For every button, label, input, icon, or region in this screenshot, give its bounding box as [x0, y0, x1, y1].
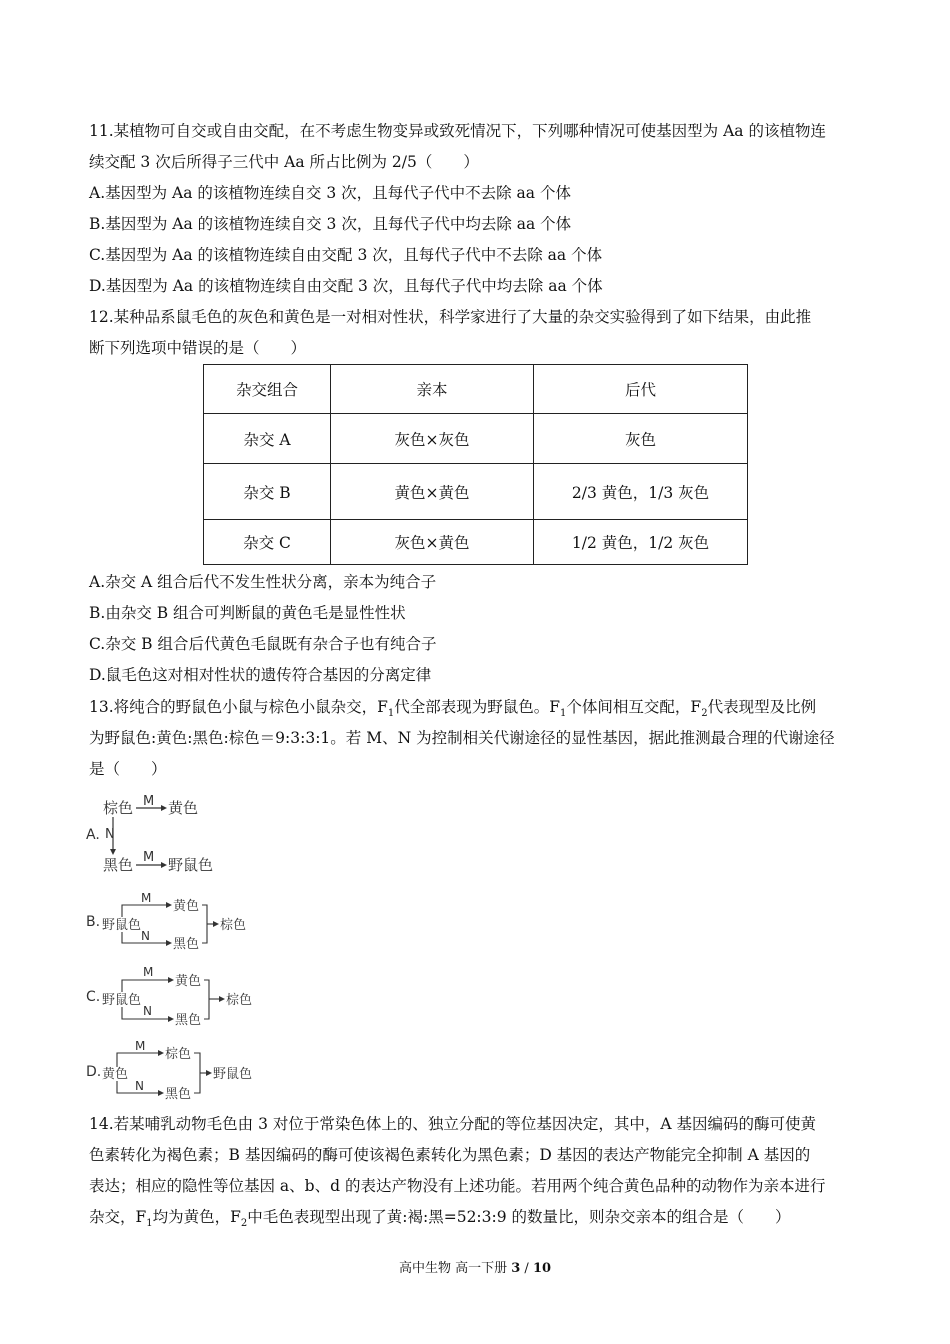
footer-course: 高中生物 高一下册 — [398, 1261, 512, 1276]
q12-stem-line1: 12.某种品系鼠毛色的灰色和黄色是一对相对性状，科学家进行了大量的杂交实验得到了如下结果，由此推 — [89, 308, 812, 326]
table-header-cell: 后代 — [534, 365, 748, 414]
pigment-label: 黑色 — [175, 1013, 202, 1028]
q13-stem-line2: 为野鼠色:黄色:黑色:棕色＝9:3:3:1。若 M、N 为控制相关代谢途径的显性基因，据此推测最合理的代谢途径 — [89, 729, 835, 747]
pigment-label: 棕色 — [226, 993, 253, 1008]
pigment-label: 野鼠色 — [102, 918, 142, 933]
q11-stem-line1: 11.某植物可自交或自由交配，在不考虑生物变异或致死情况下，下列哪种情况可使基因型为 Aa 的该植物连 — [89, 122, 826, 140]
page-number: 3 — [511, 1261, 521, 1276]
option-label-d: D. — [86, 1064, 102, 1080]
cross-results-table — [203, 364, 748, 565]
gene-label: M — [135, 1039, 146, 1053]
pigment-label: 棕色 — [165, 1047, 192, 1062]
q12-option-c: C.杂交 B 组合后代黄色毛鼠既有杂合子也有纯合子 — [89, 635, 437, 653]
q11-stem-line2: 续交配 3 次后所得子三代中 Aa 所占比例为 2/5（ ） — [89, 153, 479, 171]
table-cell: 灰色 — [534, 414, 748, 464]
gene-label: M — [143, 965, 154, 979]
pigment-label: 野鼠色 — [213, 1067, 253, 1082]
q11-option-c: C.基因型为 Aa 的该植物连续自由交配 3 次，且每代子代中不去除 aa 个体 — [89, 246, 603, 264]
gene-label: M — [143, 850, 155, 865]
option-label-c: C. — [86, 989, 101, 1005]
q13-stem-line1: 13.将纯合的野鼠色小鼠与棕色小鼠杂交，$F_1$代全部表现为野鼠色。$F_1$个体间相互交配，$F_2$代表现型及比例 — [89, 698, 817, 720]
table-header-cell: 亲本 — [331, 365, 534, 414]
pigment-label: 黄色 — [102, 1067, 129, 1082]
pigment-label: 野鼠色 — [102, 993, 142, 1008]
table-cell: 杂交 A — [204, 414, 331, 464]
pathway-diagram-c — [86, 964, 276, 1028]
q11-option-b: B.基因型为 Aa 的该植物连续自交 3 次，且每代子代中均去除 aa 个体 — [89, 215, 572, 233]
table-row — [204, 464, 748, 520]
pathway-diagram-b — [86, 892, 276, 952]
table-cell: 灰色×灰色 — [331, 414, 534, 464]
gene-label: N — [141, 929, 150, 943]
pigment-label: 棕色 — [220, 918, 247, 933]
table-cell: 杂交 C — [204, 520, 331, 565]
gene-label: M — [143, 794, 155, 809]
q14-line3: 表达；相应的隐性等位基因 a、b、d 的表达产物没有上述功能。若用两个纯合黄色品种的动物作为亲本进行 — [89, 1177, 826, 1195]
table-row — [204, 414, 748, 464]
q14-line1: 14.若某哺乳动物毛色由 3 对位于常染色体上的、独立分配的等位基因决定，其中，A 基因编码的酶可使黄 — [89, 1115, 816, 1133]
pigment-label: 黑色 — [173, 937, 200, 952]
pathway-diagram-a — [86, 788, 236, 880]
q14-line4: 杂交，$F_1$均为黄色，$F_2$中毛色表现型出现了黄:褐:黑=52:3:9 的数量比，则杂交亲本的组合是（ ） — [89, 1208, 791, 1230]
table-cell: 1/2 黄色，1/2 灰色 — [534, 520, 748, 565]
option-label-a: A. — [86, 827, 100, 843]
page-footer: 高中生物 高一下册 3 / 10 — [398, 1261, 552, 1276]
table-header-row — [204, 365, 748, 414]
pigment-label: 棕色 — [103, 799, 134, 817]
gene-label: N — [143, 1004, 152, 1018]
q12-option-a: A.杂交 A 组合后代不发生性状分离，亲本为纯合子 — [89, 573, 437, 591]
table-cell: 2/3 黄色，1/3 灰色 — [534, 464, 748, 520]
table-cell: 杂交 B — [204, 464, 331, 520]
q14-line2: 色素转化为褐色素；B 基因编码的酶可使该褐色素转化为黑色素；D 基因的表达产物能完全抑制 A 基因的 — [89, 1146, 811, 1164]
gene-label: N — [105, 827, 115, 842]
table-cell: 黄色×黄色 — [331, 464, 534, 520]
q12-option-d: D.鼠毛色这对相对性状的遗传符合基因的分离定律 — [89, 666, 432, 684]
pigment-label: 黑色 — [165, 1087, 192, 1102]
gene-label: N — [135, 1079, 144, 1093]
q12-option-b: B.由杂交 B 组合可判断鼠的黄色毛是显性性状 — [89, 604, 406, 622]
gene-label: M — [141, 891, 152, 905]
page-total: 10 — [532, 1261, 552, 1276]
pigment-label: 黄色 — [173, 899, 200, 914]
pigment-label: 黑色 — [103, 856, 134, 874]
table-header-cell: 杂交组合 — [204, 365, 331, 414]
q11-option-a: A.基因型为 Aa 的该植物连续自交 3 次，且每代子代中不去除 aa 个体 — [89, 184, 571, 202]
q12-stem-line2: 断下列选项中错误的是（ ） — [89, 339, 307, 357]
table-row — [204, 520, 748, 565]
table-cell: 灰色×黄色 — [331, 520, 534, 565]
pigment-label: 黄色 — [168, 799, 199, 817]
option-label-b: B. — [86, 914, 101, 930]
pathway-diagram-d — [86, 1040, 276, 1102]
q13-stem-line3: 是（ ） — [89, 760, 167, 778]
pigment-label: 野鼠色 — [168, 856, 214, 874]
q11-option-d: D.基因型为 Aa 的该植物连续自由交配 3 次，且每代子代中均去除 aa 个体 — [89, 277, 603, 295]
pigment-label: 黄色 — [175, 974, 202, 989]
